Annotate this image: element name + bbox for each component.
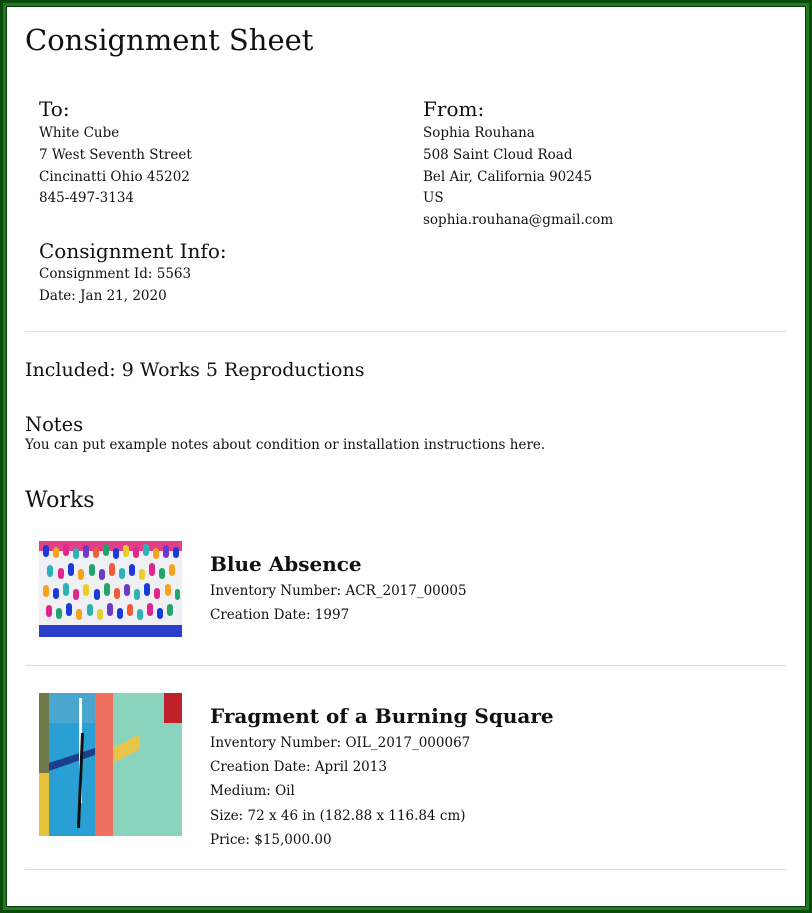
to-street: 7 West Seventh Street xyxy=(39,146,192,163)
from-country: US xyxy=(423,190,444,207)
consignment-date: Date: Jan 21, 2020 xyxy=(39,287,167,304)
work-inventory-number: Inventory Number: OIL_2017_000067 xyxy=(210,735,471,751)
to-name: White Cube xyxy=(39,125,120,141)
to-city: Cincinatti Ohio 45202 xyxy=(39,168,190,185)
divider xyxy=(25,331,787,332)
from-name: Sophia Rouhana xyxy=(423,125,535,141)
dots-painting-image xyxy=(39,541,182,637)
from-city: Bel Air, California 90245 xyxy=(423,168,593,185)
work-title: Fragment of a Burning Square xyxy=(210,704,554,728)
consignment-info-heading: Consignment Info: xyxy=(39,239,227,263)
artwork-thumbnail xyxy=(39,693,182,836)
bands-painting-image xyxy=(39,693,182,836)
from-email: sophia.rouhana@gmail.com xyxy=(423,212,614,229)
consignment-info-block xyxy=(39,238,227,308)
work-inventory-number: Inventory Number: ACR_2017_00005 xyxy=(210,583,467,599)
work-details xyxy=(210,703,554,852)
work-size: Size: 72 x 46 in (182.88 x 116.84 cm) xyxy=(210,807,466,824)
consignment-sheet xyxy=(6,6,806,907)
artwork-thumbnail xyxy=(39,541,182,637)
to-phone: 845-497-3134 xyxy=(39,190,135,207)
included-summary: Included: 9 Works 5 Reproductions xyxy=(25,359,365,381)
notes-text: You can put example notes about condition or installation instructions here. xyxy=(25,437,546,453)
divider xyxy=(25,869,787,870)
from-heading: From: xyxy=(423,97,485,121)
work-creation-date: Creation Date: 1997 xyxy=(210,607,350,624)
work-medium: Medium: Oil xyxy=(210,783,295,800)
work-details xyxy=(210,551,467,627)
consignment-id: Consignment Id: 5563 xyxy=(39,266,192,282)
from-street: 508 Saint Cloud Road xyxy=(423,146,573,163)
work-title: Blue Absence xyxy=(210,552,362,576)
work-creation-date: Creation Date: April 2013 xyxy=(210,759,387,776)
work-price: Price: $15,000.00 xyxy=(210,831,332,848)
works-heading: Works xyxy=(25,488,95,513)
from-address-block xyxy=(423,96,613,232)
to-heading: To: xyxy=(39,97,70,121)
page-title: Consignment Sheet xyxy=(25,23,314,57)
notes-heading: Notes xyxy=(25,413,84,436)
divider xyxy=(25,665,787,666)
to-address-block xyxy=(39,96,192,210)
